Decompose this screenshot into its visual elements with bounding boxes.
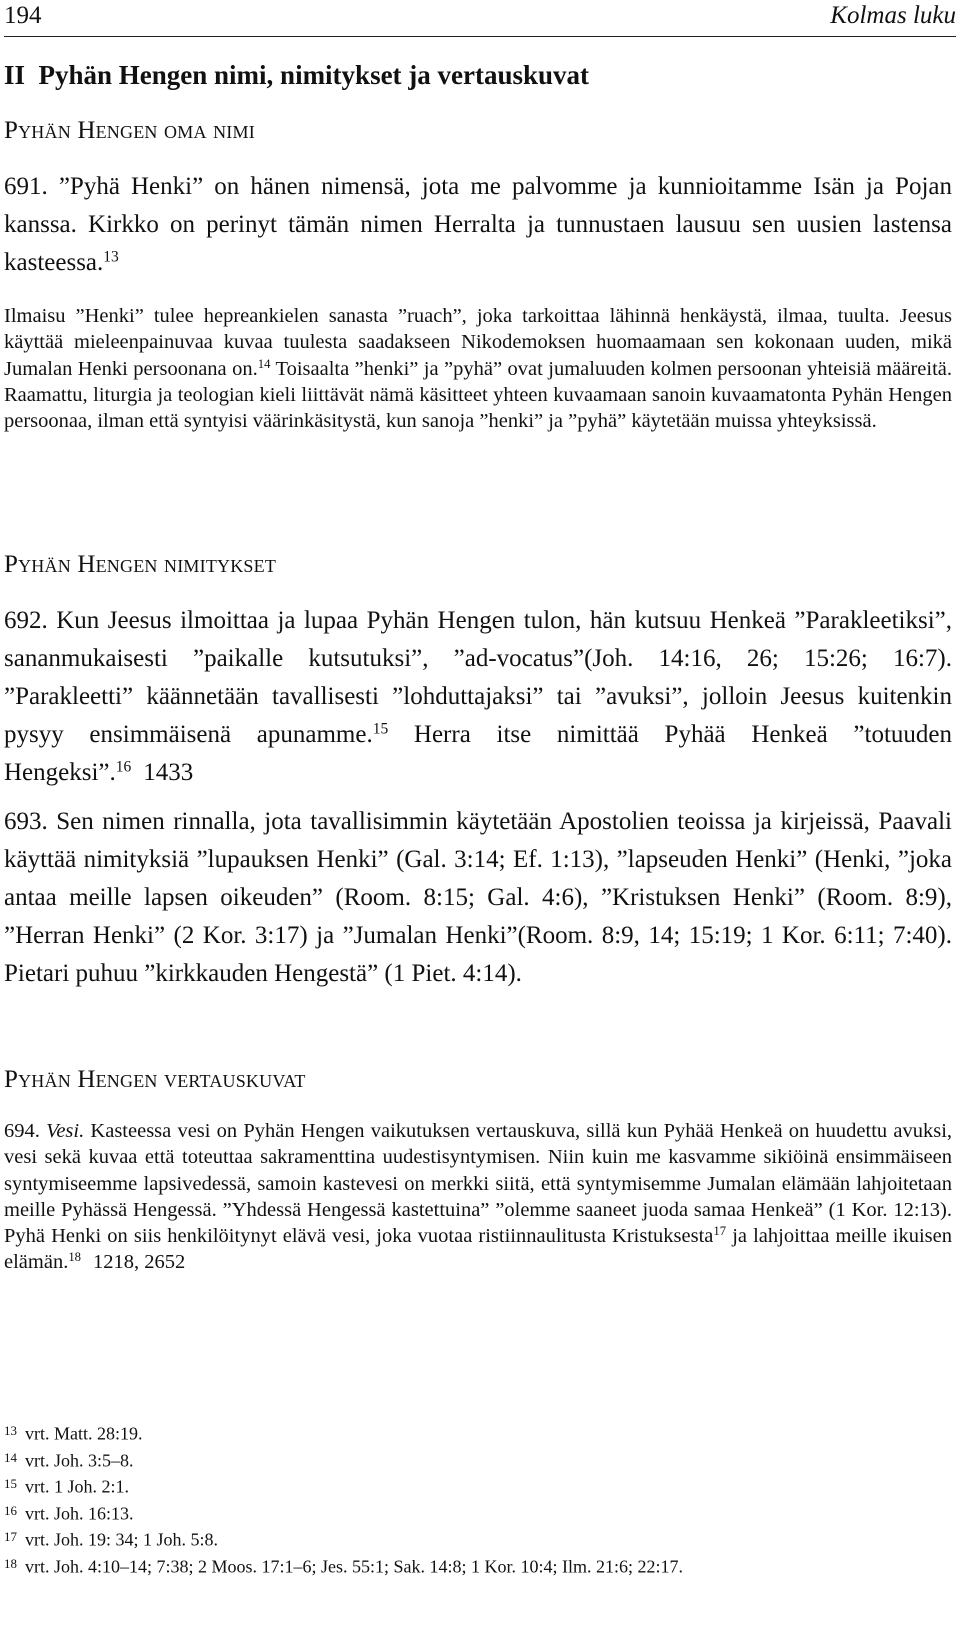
paragraph-693-text: 693. Sen nimen rinnalla, jota tavallisimmin käytetään Apostolien teoissa ja kirjeissä, Paavali käyttää nimityksiä ”lupauksen Henki” (Gal. 3:14; Ef. 1:13), ”lapseuden Henki” (Henki, ”joka antaa meille lapsen oikeuden” (Room. 8:15; Gal. 4:6), ”Kristuksen Henki” (Room. 8:9), ”Herran Henki” (2 Kor. 3:17) ja ”Jumalan Henki”(Room. 8:9, 14; 15:19; 1 Kor. 6:11; 7:40). Pietari puhuu ”kirkkauden Hengestä” (1 Piet. 4:14). [4,808,952,987]
footnote-number: 15 [4,1476,17,1492]
note-691 [4,303,952,434]
footnotes [4,1419,952,1578]
paragraph-691-text: 691. ”Pyhä Henki” on hänen nimensä, jota me palvomme ja kunnioitamme Isän ja Pojan kanssa. Kirkko on perinyt tämän nimen Herralta ja tunnustaen lausuu sen uusien lastensa kasteessa. [4,173,952,276]
footnote-text: vrt. Joh. 4:10–14; 7:38; 2 Moos. 17:1–6; Jes. 55:1; Sak. 14:8; 1 Kor. 10:4; Ilm. 21:6; 22:17. [24,1556,683,1577]
footnote-ref-15: 15 [372,720,389,738]
paragraph-694-text-a: Kasteessa vesi on Pyhän Hengen vaikutuksen vertauskuva, sillä kun Pyhää Henkeä on huudettu avuksi, vesi sekä kuvaa että toteuttaa sakramenttina uudestisyntymisen. Niin kuin me kasvamme sikiöinä ensimmäiseen syntymiseemme lapsivedessä, samoin kastevesi on merkki siitä, että syntymisemme Jumalan elämään lahjoitetaan meille Pyhässä Hengessä. ”Yhdessä Hengessä kastettuina” ”olemme saaneet juoda samaa Henkeä” (1 Kor. 12:13). Pyhä Henki on siis henkilöitynyt elävä vesi, joka vuotaa ristiinnaulitusta Kristuksesta [4,1120,953,1248]
subheading-own-name: Pyhän Hengen oma nimi [4,117,255,144]
note-691-text-b: Toisaalta ”henki” ja ”pyhä” ovat jumaluuden kolmen persoonan yhteisiä määreitä. Raamattu, liturgia ja teologian kieli liittävät nämä käsitteet yhteen kuvaamaan sanoin kuvaamatonta Pyhän Hengen persoonaa, ilman että syntyisi väärinkäsitystä, kun sanoja ”henki” ja ”pyhä” käytetään muissa yhteyksissä. [4,357,952,433]
footnote-number: 13 [4,1423,17,1438]
footnote-ref-14: 14 [257,356,271,371]
page-number: 194 [4,2,42,29]
cross-reference-694: 1218, 2652 [93,1251,186,1274]
cross-reference-692: 1433 [143,759,194,786]
footnote-text: vrt. Matt. 28:19. [24,1423,143,1444]
footnote-ref-16: 16 [115,758,132,776]
chapter-title: Kolmas luku [830,2,956,29]
paragraph-694 [4,1118,952,1276]
footnote-15 [4,1472,952,1499]
paragraph-693 [4,803,952,993]
footnote-text: vrt. Joh. 3:5–8. [24,1450,134,1471]
paragraph-692-text-b: Herra itse nimittää Pyhää Henkeä ”totuuden Hengeksi”. [4,721,952,786]
footnote-16 [4,1499,952,1526]
footnote-ref-17: 17 [713,1224,727,1239]
footnote-number: 14 [4,1449,17,1465]
footnote-text: vrt. Joh. 16:13. [24,1503,134,1524]
paragraph-694-number: 694. [4,1120,47,1142]
paragraph-692-text-a: 692. Kun Jeesus ilmoittaa ja lupaa Pyhän Hengen tulon, hän kutsuu Henkeä ”Parakleetiksi”, sananmukaisesti ”paikalle kutsutuksi”, ”ad-vocatus”(Joh. 14:16, 26; 15:26; 16:7). ”Parakleetti” käännetään tavallisesti ”lohduttajaksi” tai ”avuksi”, jolloin Jeesus kuitenkin pysyy ensimmäisenä apunamme. [4,607,952,748]
footnote-text: vrt. 1 Joh. 2:1. [24,1476,129,1497]
running-header [4,2,956,37]
footnote-17 [4,1525,952,1552]
footnote-ref-13: 13 [103,248,119,266]
paragraph-691 [4,168,952,282]
footnote-13 [4,1419,952,1446]
footnote-ref-18: 18 [68,1250,82,1265]
subheading-names: Pyhän Hengen nimitykset [4,551,277,578]
paragraph-694-text-b: ja lahjoittaa meille ikuisen elämän. [4,1225,952,1274]
paragraph-692 [4,602,952,792]
paragraph-694-keyword: Vesi. [46,1120,85,1142]
footnote-18 [4,1552,952,1579]
footnote-number: 17 [4,1529,17,1545]
footnote-number: 16 [4,1502,17,1518]
footnote-text: vrt. Joh. 19: 34; 1 Joh. 5:8. [24,1529,218,1550]
footnote-number: 18 [4,1555,17,1571]
subheading-symbols: Pyhän Hengen vertauskuvat [4,1066,306,1093]
footnote-14 [4,1446,952,1473]
section-title: II Pyhän Hengen nimi, nimitykset ja vertauskuvat [4,60,590,90]
note-691-text-a: Ilmaisu ”Henki” tulee hepreankielen sanasta ”ruach”, joka tarkoittaa lähinnä henkäystä, ilmaa, tuulta. Jeesus käyttää mieleenpainuvaa kuvaa tuulesta saadakseen Nikodemoksen huomaamaan sen kokonaan uuden, mikä Jumalan Henki persoonana on. [4,305,952,380]
